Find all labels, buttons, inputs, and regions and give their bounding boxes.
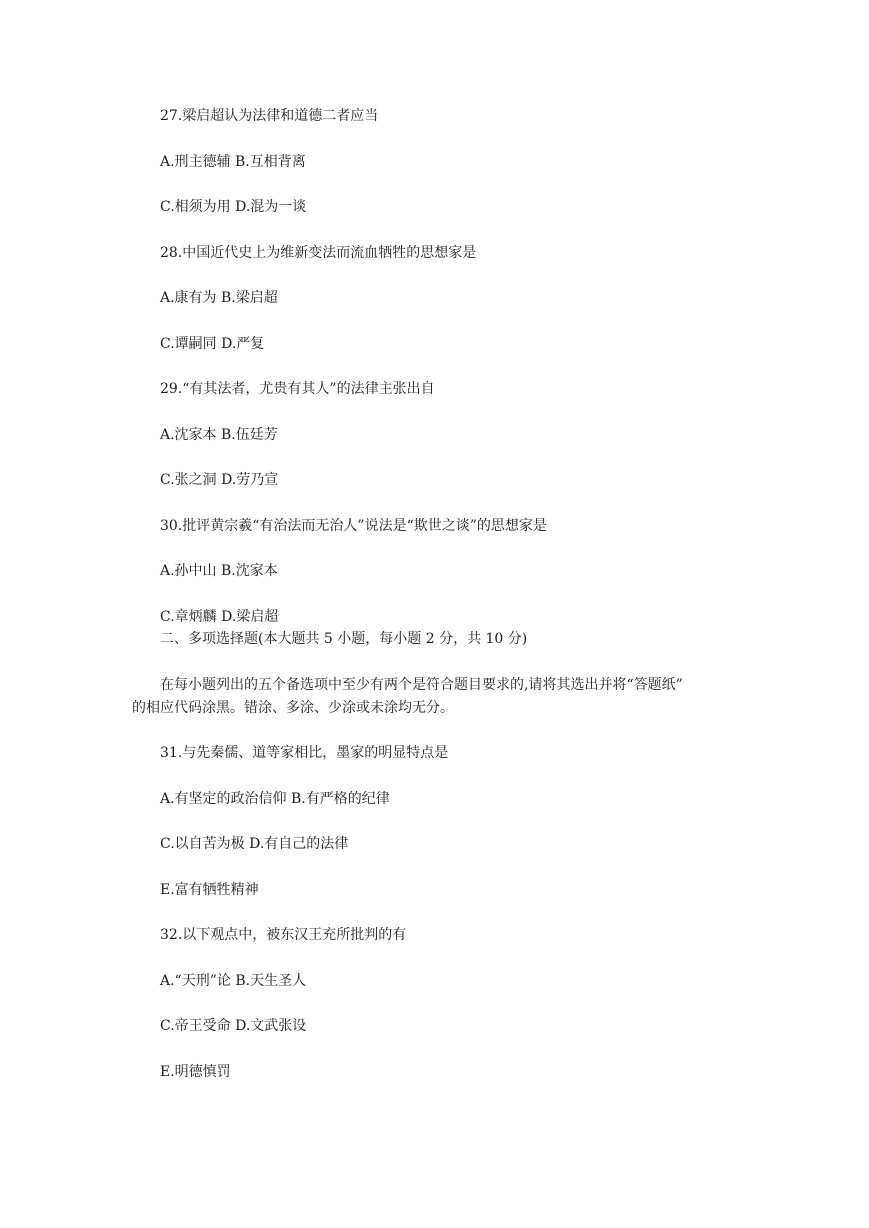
question-30-options-cd: C.章炳麟 D.梁启超 xyxy=(160,609,279,625)
question-29-options-ab: A.沈家本 B.伍廷芳 xyxy=(160,427,278,443)
question-31-stem: 31.与先秦儒、道等家相比，墨家的明显特点是 xyxy=(160,745,449,761)
question-29-stem: 29.“有其法者，尤贵有其人”的法律主张出自 xyxy=(160,381,435,397)
section-2-heading: 二、多项选择题(本大题共 5 小题，每小题 2 分，共 10 分) xyxy=(160,631,528,647)
question-32-options-cd: C.帝王受命 D.文武张设 xyxy=(160,1018,307,1034)
question-28-options-ab: A.康有为 B.梁启超 xyxy=(160,290,278,306)
question-30-stem: 30.批评黄宗羲“有治法而无治人”说法是“欺世之谈”的思想家是 xyxy=(160,518,547,534)
question-31-option-e: E.富有牺牲精神 xyxy=(160,882,259,898)
question-31-options-ab: A.有坚定的政治信仰 B.有严格的纪律 xyxy=(160,791,390,807)
section-2-instruction-line1: 在每小题列出的五个备选项中至少有两个是符合题目要求的,请将其选出并将“答题纸” xyxy=(160,677,683,693)
question-27-options-ab: A.刑主德辅 B.互相背离 xyxy=(160,154,306,170)
question-27-options-cd: C.相须为用 D.混为一谈 xyxy=(160,199,307,215)
question-32-option-e: E.明德慎罚 xyxy=(160,1064,231,1080)
question-32-stem: 32.以下观点中，被东汉王充所批判的有 xyxy=(160,927,407,943)
question-29-options-cd: C.张之洞 D.劳乃宣 xyxy=(160,472,279,488)
question-28-stem: 28.中国近代史上为维新变法而流血牺牲的思想家是 xyxy=(160,245,477,261)
question-27-stem: 27.梁启超认为法律和道德二者应当 xyxy=(160,108,379,124)
question-31-options-cd: C.以自苦为极 D.有自己的法律 xyxy=(160,836,349,852)
question-32-options-ab: A.“天刑”论 B.天生圣人 xyxy=(160,973,307,989)
question-28-options-cd: C.谭嗣同 D.严复 xyxy=(160,336,265,352)
question-30-options-ab: A.孙中山 B.沈家本 xyxy=(160,563,278,579)
section-2-instruction-line2: 的相应代码涂黑。错涂、多涂、少涂或未涂均无分。 xyxy=(132,700,454,716)
